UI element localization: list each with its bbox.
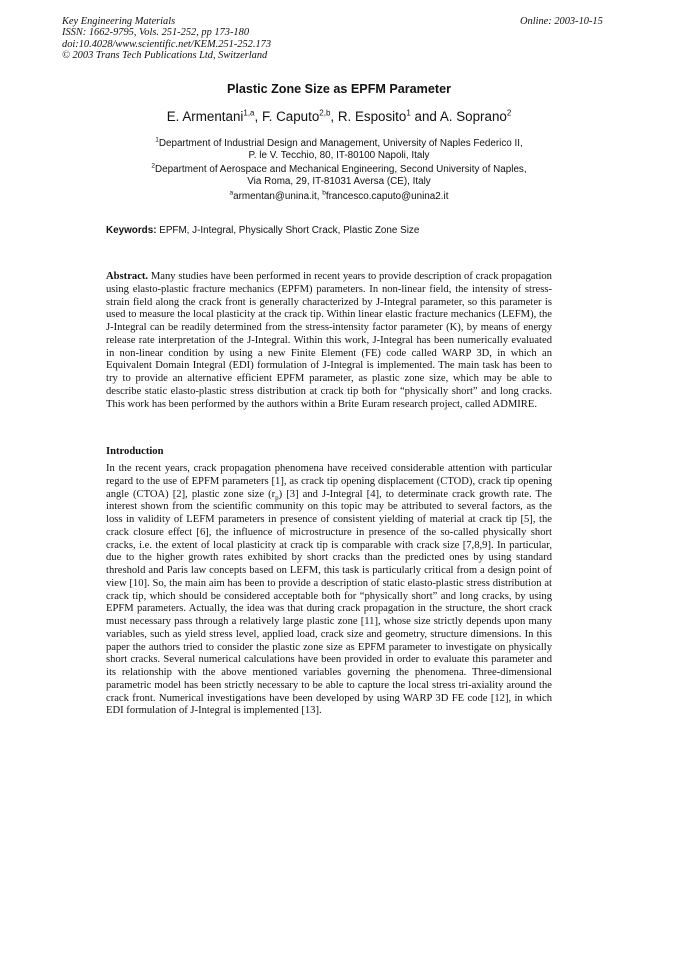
keywords-text: EPFM, J-Integral, Physically Short Crack, Plastic Zone Size — [159, 225, 420, 236]
affiliation-line: P. le V. Tecchio, 80, IT-80100 Napoli, Italy — [248, 150, 430, 162]
author-sup: 2 — [506, 108, 512, 118]
abstract-label: Abstract. — [106, 271, 149, 282]
online-date: Online: 2003-10-15 — [520, 16, 603, 27]
abstract-text: Many studies have been performed in recent years to provide description of crack propagation using elasto-plastic fracture mechanics (EPFM) parameters. In non-linear field, the intensity of stress-strain field along the crack front is generally characterized by J-Integral parameter, so this parameter is used to measure the local plasticity at the crack tip. Within linear elastic fracture mechanics (LEFM), the J-Integral can be readily determined from the stress-intensity factor parameter (K), by means of energy release rate interpretation of the J-Integral. Within this work, J-Integral has been numerically evaluated in non-linear condition by using a new Finite Element (FE) code called WARP 3D, in which an Equivalent Domain Integral (EDI) formulation of J-Integral is implemented. The main task has been to try to provide an alternative efficient EPFM parameter, as plastic zone size, which may be able to describe static elasto-plastic stress distribution at crack tip both for “physically short” and long cracks. This work has been performed by the authors within a Brite Euram research project, called ADMIRE. — [106, 271, 552, 410]
doi-line: doi:10.4028/www.scientific.net/KEM.251-252.173 — [62, 38, 272, 50]
affiliation-sup: 2 — [151, 162, 155, 170]
affiliation-1 — [0, 138, 678, 162]
author-name: A. Soprano — [439, 109, 507, 124]
copyright-line: © 2003 Trans Tech Publications Ltd, Switzerland — [62, 50, 268, 62]
email-sup: a — [229, 189, 234, 197]
author-name: F. Caputo — [261, 109, 320, 124]
intro-text: ) [3] and J-Integral [4], to determinate crack growth rate. The interest shown from the scientific community on this topic may be attributed to several factors, as the loss in validity of LEFM parameters in presence of consistent yielding of material at crack tip [5], the crack closure effect [6], the influence of microstructure in presence of the so-called physically short cracks, i.e. the extent of local plasticity at crack tip is comparable with crack size [7,8,9]. In particular, due to the higher growth rates exhibited by short cracks than the predicted ones by using standard threshold and Paris law concepts based on LEFM, this task is particularly critical from a design point of view [10]. So, the main aim has been to provide a description of static elasto-plastic stress distribution at crack tip, which should be considered acceptable both for “physically short” and long cracks, by using EPFM parameters. Actually, the idea was that during crack propagation in the structure, the short crack must necessary pass through a relatively large plastic zone [11], whose size strictly depends upon many variables, such as yield stress level, applied load, crack size and geometry, structure dimensions. In this paper the authors tried to consider the plastic zone size as EPFM parameter to investigate on physically short cracks. Several numerical calculations have been provided in order to evaluate this parameter and its relationship with the above mentioned variables governing the phenomena. Three-dimensional parametric model has been strictly necessary to be able to capture the local stress tri-axiality around the crack front. Numerical investigations have been developed by using WARP 3D FE code [12], in which EDI formulation of J-Integral is implemented [13]. — [106, 488, 552, 717]
email-a: armentan@unina.it — [233, 191, 317, 202]
intro-subscript: p — [275, 493, 279, 502]
journal-header — [62, 16, 271, 62]
paper-title: Plastic Zone Size as EPFM Parameter — [227, 82, 451, 96]
email-separator: , — [316, 191, 323, 202]
affiliation-sup: 1 — [155, 136, 159, 144]
author-name: R. Esposito — [337, 109, 407, 124]
section-heading-introduction: Introduction — [106, 446, 164, 457]
email-sup: b — [322, 189, 326, 197]
abstract — [106, 271, 552, 411]
affiliation-line: Via Roma, 29, IT-81031 Aversa (CE), Italy — [247, 176, 431, 188]
email-b: francesco.caputo@unina2.it — [325, 191, 449, 202]
affiliation-2 — [0, 164, 678, 188]
keywords-label: Keywords: — [106, 225, 157, 236]
author-separator: , — [330, 109, 338, 124]
author-list — [0, 109, 678, 124]
author-separator: , — [254, 109, 262, 124]
keywords — [106, 225, 419, 236]
author-sup: 1,a — [243, 108, 255, 118]
introduction-body — [106, 463, 552, 718]
author-separator: and — [410, 109, 440, 124]
affiliation-line: Department of Aerospace and Mechanical Engineering, Second University of Naples, — [155, 164, 527, 175]
intro-text: In the recent years, crack propagation phenomena have received considerable attention with particular regard to the use of EPFM parameters [1], as crack tip opening displacement (CTOD), crack tip opening angle (CTOA) [2], plastic zone size (r — [106, 463, 552, 500]
affiliation-line: Department of Industrial Design and Management, University of Naples Federico II, — [158, 138, 523, 149]
author-sup: 2,b — [319, 108, 331, 118]
issn-line: ISSN: 1662-9795, Vols. 251-252, pp 173-180 — [62, 27, 250, 39]
journal-name: Key Engineering Materials — [62, 16, 176, 27]
author-sup: 1 — [406, 108, 411, 118]
author-emails — [0, 191, 678, 203]
author-name: E. Armentani — [166, 109, 244, 124]
